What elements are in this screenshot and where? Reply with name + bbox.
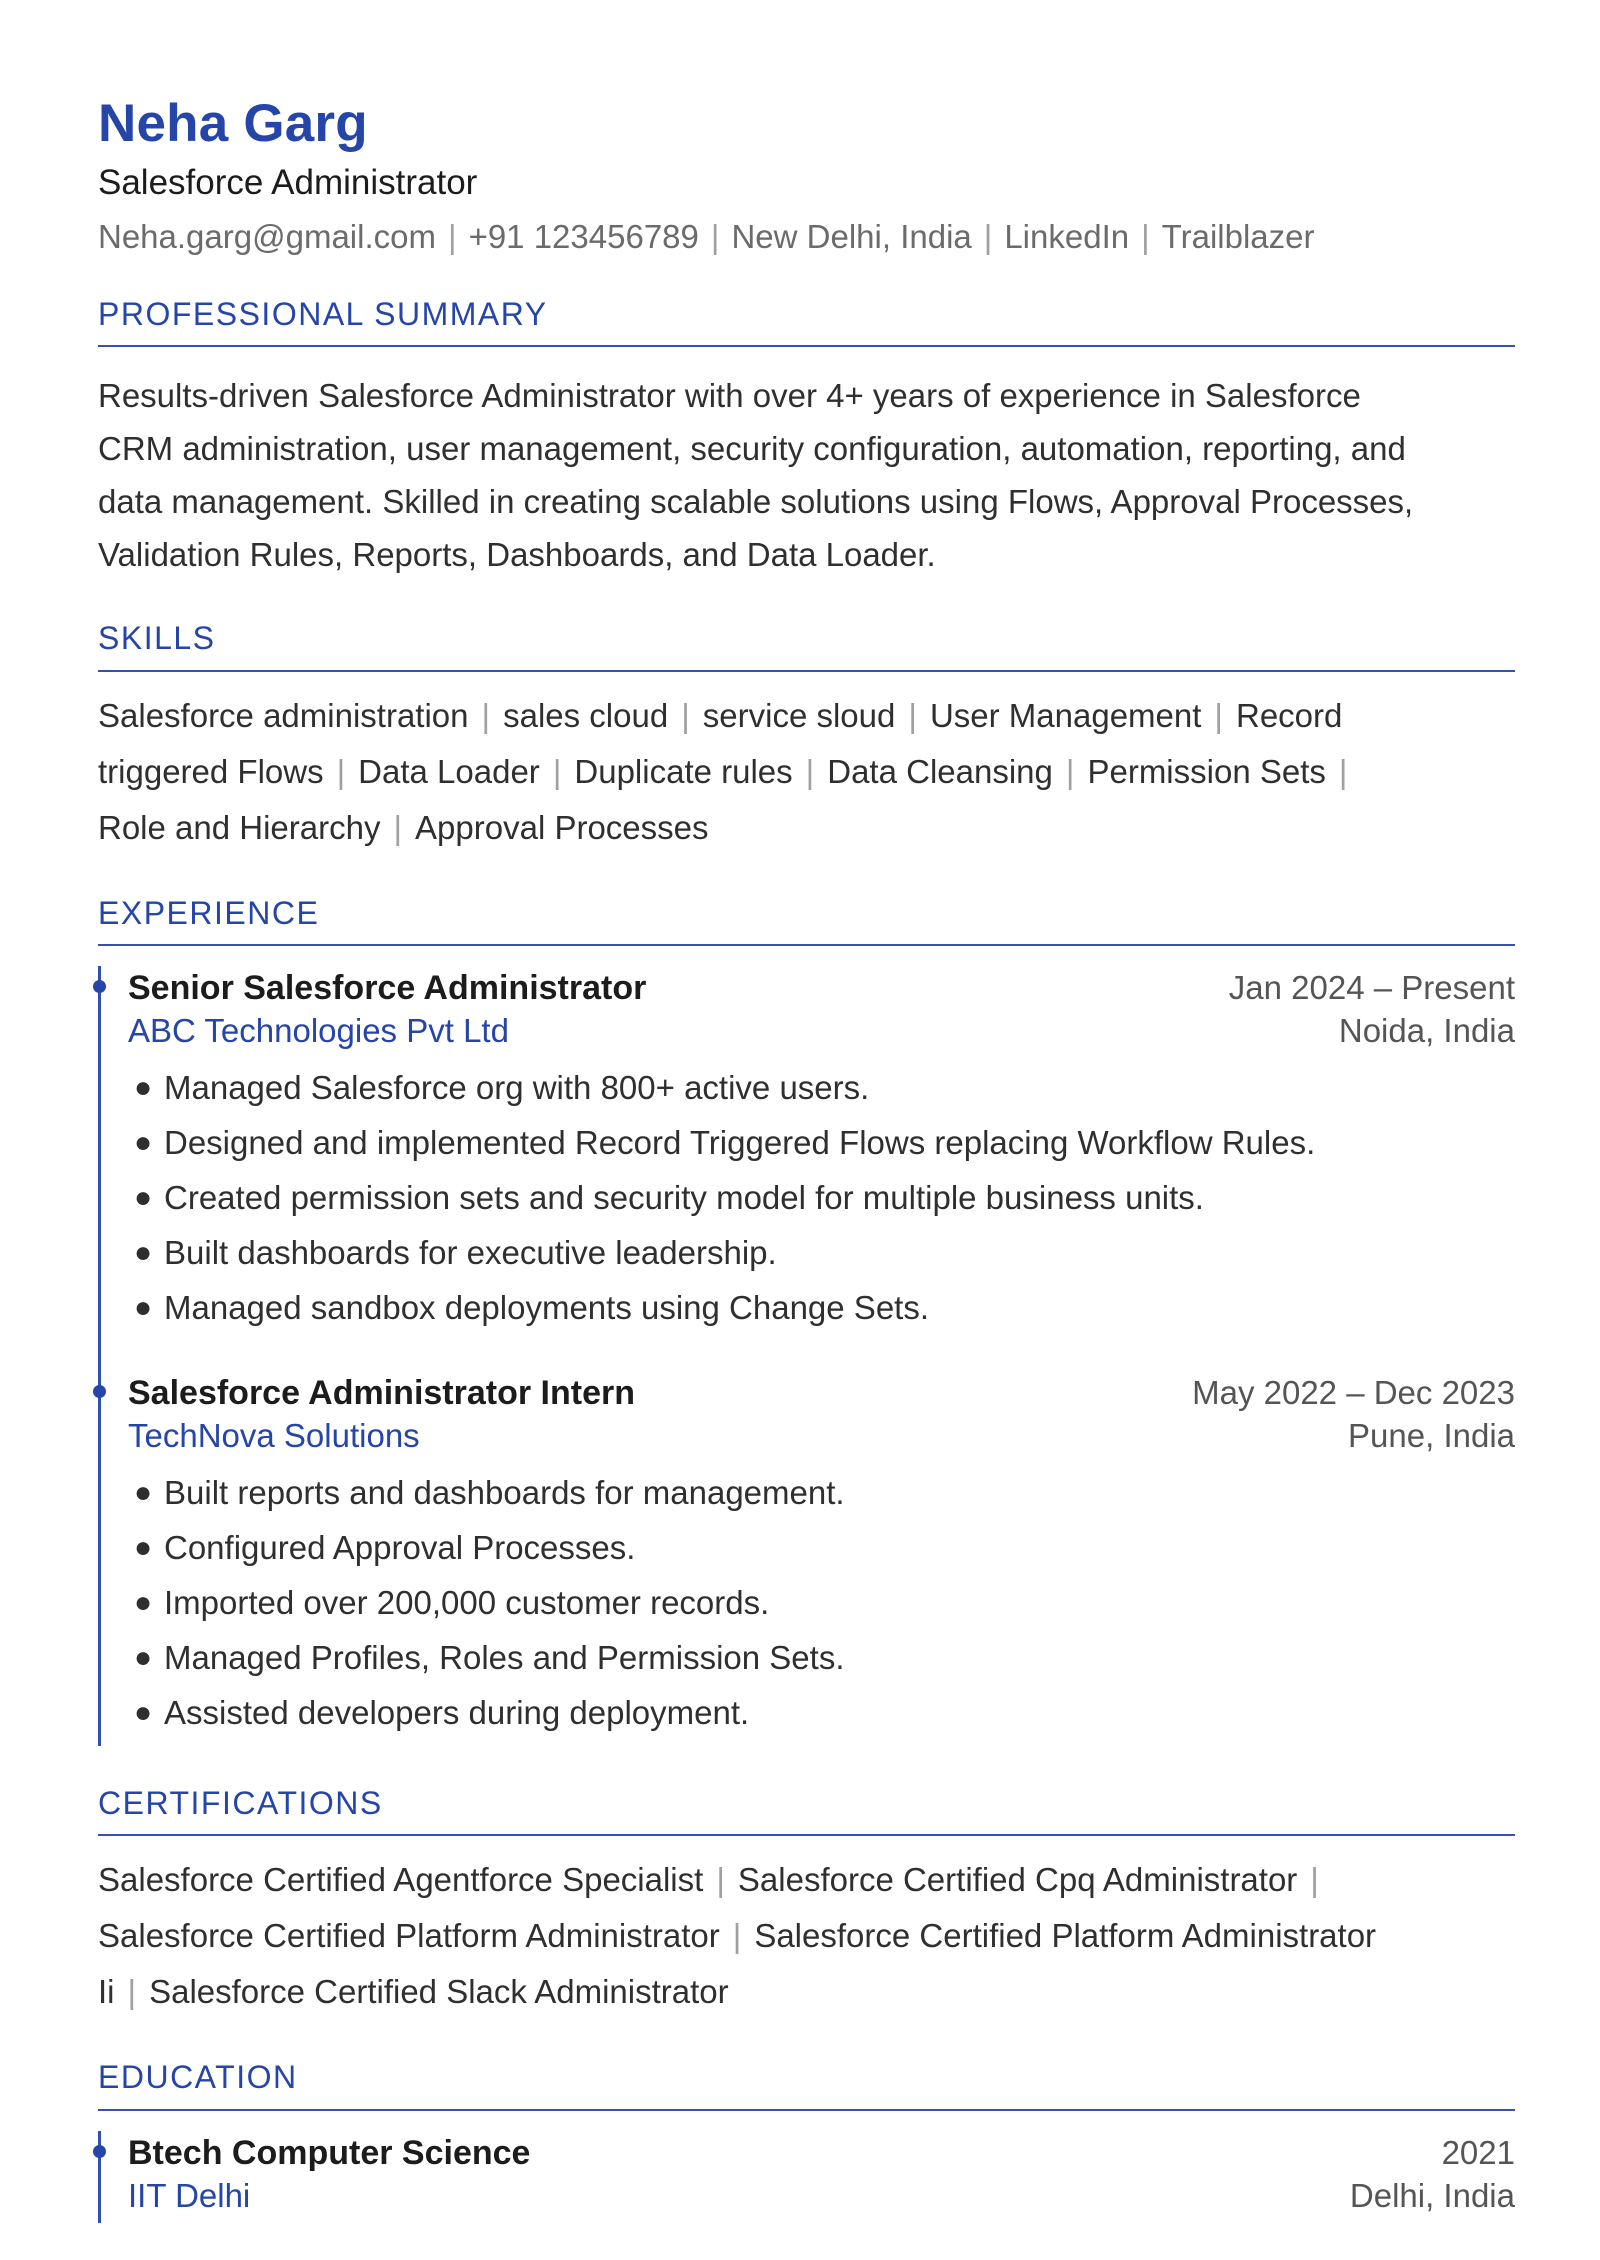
contact-phone: +91 123456789 <box>468 217 699 255</box>
job-location: Noida, India <box>1338 1012 1515 1050</box>
education-school: IIT Delhi <box>128 2176 251 2214</box>
job-bullet <box>128 1060 1515 1115</box>
job-bullet <box>128 1685 1515 1740</box>
bullet-icon: ● <box>134 1236 153 1270</box>
education-year: 2021 <box>1441 2133 1515 2171</box>
separator: | <box>716 1861 725 1899</box>
skill-item: Data Loader <box>358 752 540 790</box>
skills-heading: SKILLS <box>98 619 1515 671</box>
separator: | <box>127 1973 137 2011</box>
separator: | <box>908 696 917 734</box>
job-company: TechNova Solutions <box>128 1417 420 1455</box>
cert-item: Salesforce Certified Platform Administrator <box>98 1917 720 1955</box>
bullet-icon: ● <box>134 1071 153 1105</box>
skill-item: Salesforce administration <box>98 696 469 734</box>
education-subheader <box>128 2175 1515 2217</box>
skills-row <box>98 800 1515 856</box>
separator: | <box>552 752 562 790</box>
education-degree: Btech Computer Science <box>128 2133 531 2172</box>
experience-heading: EXPERIENCE <box>98 894 1515 946</box>
job-title: Salesforce Administrator Intern <box>128 1374 635 1413</box>
separator: | <box>1141 217 1150 255</box>
bullet-icon: ● <box>134 1126 153 1160</box>
candidate-name: Neha Garg <box>98 94 368 153</box>
bullet-text: Managed sandbox deployments using Change Sets. <box>164 1289 930 1327</box>
separator: | <box>1310 1861 1319 1899</box>
summary-line: data management. Skilled in creating scalable solutions using Flows, Approval Processes, <box>98 483 1414 521</box>
job-dates: May 2022 – Dec 2023 <box>1192 1374 1515 1412</box>
cert-item: Salesforce Certified Cpq Administrator <box>737 1861 1298 1899</box>
separator: | <box>681 696 690 734</box>
separator: | <box>1338 752 1348 790</box>
summary-line: Validation Rules, Reports, Dashboards, and Data Loader. <box>98 536 936 574</box>
skills-row <box>98 688 1515 744</box>
job-bullet <box>128 1630 1515 1685</box>
contact-trailblazer-link[interactable]: Trailblazer <box>1161 217 1315 255</box>
skill-item-part: triggered Flows <box>98 752 324 790</box>
job-bullet <box>128 1465 1515 1520</box>
education-heading: EDUCATION <box>98 2058 1515 2110</box>
job-entry <box>128 1371 1515 1746</box>
contact-email[interactable]: Neha.garg@gmail.com <box>98 217 436 255</box>
job-title: Senior Salesforce Administrator <box>128 969 647 1008</box>
job-entry <box>128 966 1515 1371</box>
timeline-dot <box>93 1385 106 1398</box>
cert-item-part: Salesforce Certified Platform Administrator <box>754 1917 1377 1955</box>
job-bullets <box>128 1465 1515 1740</box>
bullet-icon: ● <box>134 1181 153 1215</box>
bullet-text: Designed and implemented Record Triggered Flows replacing Workflow Rules. <box>164 1124 1316 1162</box>
job-header <box>128 1371 1515 1415</box>
separator: | <box>983 217 993 255</box>
job-bullet <box>128 1520 1515 1575</box>
bullet-text: Assisted developers during deployment. <box>164 1694 750 1732</box>
summary-line: Results-driven Salesforce Administrator with over 4+ years of experience in Salesforce <box>98 377 1361 415</box>
separator: | <box>336 752 346 790</box>
job-bullet <box>128 1115 1515 1170</box>
contact-location: New Delhi, India <box>731 217 972 255</box>
separator: | <box>1214 696 1223 734</box>
skill-item: Approval Processes <box>415 808 709 846</box>
skill-item: Duplicate rules <box>574 752 793 790</box>
skill-item: service sloud <box>702 696 896 734</box>
cert-row <box>98 1852 1515 1908</box>
separator: | <box>805 752 815 790</box>
skills-row <box>98 744 1515 800</box>
candidate-title: Salesforce Administrator <box>98 162 478 202</box>
skills-list <box>98 688 1515 856</box>
summary-text <box>98 369 1515 581</box>
job-bullet <box>128 1225 1515 1280</box>
bullet-text: Configured Approval Processes. <box>164 1529 636 1567</box>
education-entry <box>128 2131 1515 2223</box>
skill-item: Permission Sets <box>1087 752 1326 790</box>
bullet-text: Created permission sets and security model for multiple business units. <box>164 1179 1204 1217</box>
job-bullet <box>128 1280 1515 1335</box>
summary-line: CRM administration, user management, security configuration, automation, reporting, and <box>98 430 1406 468</box>
bullet-icon: ● <box>134 1291 153 1325</box>
contact-line <box>98 216 1515 257</box>
education-timeline <box>98 2131 1515 2223</box>
education-header <box>128 2131 1515 2175</box>
cert-row <box>98 1908 1515 1964</box>
bullet-text: Imported over 200,000 customer records. <box>164 1584 770 1622</box>
bullet-icon: ● <box>134 1696 153 1730</box>
skill-item: Role and Hierarchy <box>98 808 381 846</box>
certifications-heading: CERTIFICATIONS <box>98 1784 1515 1836</box>
bullet-icon: ● <box>134 1531 153 1565</box>
separator: | <box>481 696 491 734</box>
job-subheader <box>128 1415 1515 1457</box>
separator: | <box>710 217 720 255</box>
job-subheader <box>128 1010 1515 1052</box>
skill-item: Data Cleansing <box>827 752 1053 790</box>
cert-item: Salesforce Certified Agentforce Specialist <box>98 1861 704 1899</box>
cert-row <box>98 1964 1515 2020</box>
cert-item-part: Ii <box>98 1973 115 2011</box>
separator: | <box>1065 752 1075 790</box>
job-bullet <box>128 1170 1515 1225</box>
bullet-text: Managed Profiles, Roles and Permission Sets. <box>164 1639 845 1677</box>
skill-item-part: Record <box>1236 696 1343 734</box>
job-bullets <box>128 1060 1515 1335</box>
job-dates: Jan 2024 – Present <box>1228 969 1515 1007</box>
summary-heading: PROFESSIONAL SUMMARY <box>98 295 1515 347</box>
skill-item: sales cloud <box>503 696 669 734</box>
experience-timeline <box>98 966 1515 1746</box>
bullet-text: Built dashboards for executive leadership. <box>164 1234 777 1272</box>
timeline-dot <box>93 2145 106 2158</box>
education-location: Delhi, India <box>1349 2176 1515 2214</box>
bullet-icon: ● <box>134 1586 153 1620</box>
bullet-icon: ● <box>134 1641 153 1675</box>
job-header <box>128 966 1515 1010</box>
job-company: ABC Technologies Pvt Ltd <box>128 1012 509 1050</box>
separator: | <box>732 1917 742 1955</box>
separator: | <box>393 808 403 846</box>
job-location: Pune, India <box>1348 1417 1515 1455</box>
separator: | <box>447 217 457 255</box>
bullet-icon: ● <box>134 1476 153 1510</box>
job-bullet <box>128 1575 1515 1630</box>
bullet-text: Built reports and dashboards for management. <box>164 1474 845 1512</box>
certifications-list <box>98 1852 1515 2020</box>
timeline-dot <box>93 980 106 993</box>
bullet-text: Managed Salesforce org with 800+ active users. <box>164 1069 870 1107</box>
cert-item: Salesforce Certified Slack Administrator <box>149 1973 729 2011</box>
skill-item: User Management <box>929 696 1202 734</box>
contact-linkedin-link[interactable]: LinkedIn <box>1004 217 1130 255</box>
